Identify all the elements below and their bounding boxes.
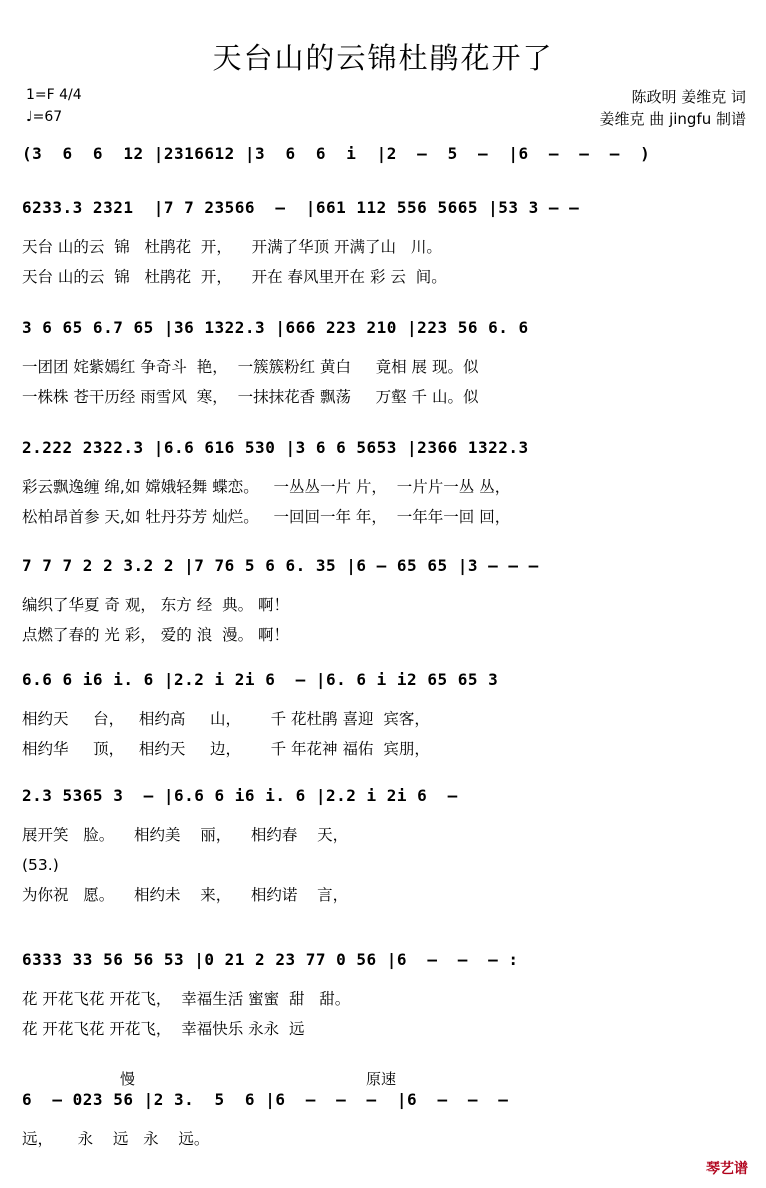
score-system <box>22 670 748 764</box>
score-system <box>22 318 748 412</box>
credits <box>600 86 746 130</box>
lyric-line: 远， 永 远 永 远。 <box>22 1130 210 1148</box>
lyric-line: 松柏昂首参 天,如 牡丹芬芳 灿烂。 一回回一年 年， 一年年一回 回， <box>22 508 511 526</box>
lyric-line: 天台 山的云 锦 杜鹃花 开， 开满了华顶 开满了山 川。 <box>22 238 442 256</box>
slow-mark: 慢 <box>120 1070 136 1088</box>
lyric-line: 花 开花飞花 开花飞， 幸福生活 蜜蜜 甜 甜。 <box>22 990 351 1008</box>
score-system <box>22 144 748 178</box>
lyric-line: 展开笑 脸。 相约美 丽， 相约春 天， <box>22 826 349 844</box>
lyric-line: 彩云飘逸缠 绵,如 嫦娥轻舞 蝶恋。 一丛丛一片 片， 一片片一丛 丛， <box>22 478 511 496</box>
notation-line: 2.222 2322.3 |6.6 616 530 |3 6 6 5653 |2366 1322.3 <box>22 438 539 457</box>
lyric-line: 一团团 姹紫嫣红 争奇斗 艳， 一簇簇粉红 黄白 竟相 展 现。似 <box>22 358 479 376</box>
notation-line: 6 – 023 56 |2 3. 5 6 |6 – – – |6 – – – <box>22 1090 519 1109</box>
lyric-line: 为你祝 愿。 相约未 来， 相约诺 言， <box>22 886 349 904</box>
score-system <box>22 438 748 532</box>
lyric-line: (53.) <box>22 856 59 874</box>
notation-line: 3 6 65 6.7 65 |36 1322.3 |666 223 210 |223 56 6. 6 <box>22 318 539 337</box>
lyric-line: 编织了华夏 奇 观， 东方 经 典。 啊！ <box>22 596 289 614</box>
lyric-line: 相约天 台， 相约高 山， 千 花杜鹃 喜迎 宾客， <box>22 710 430 728</box>
tempo-marking: ♩=67 <box>26 109 63 125</box>
notation-line: 6233.3 2321 |7 7 23566 – |661 112 556 5665 |53 3 – – <box>22 198 590 217</box>
lyric-line: 相约华 顶， 相约天 边， 千 年花神 福佑 宾朋， <box>22 740 430 758</box>
notation-line: 7 7 7 2 2 3.2 2 |7 76 5 6 6. 35 |6 – 65 65 |3 – – – <box>22 556 549 575</box>
lyricist-credit: 陈政明 姜维克 词 <box>631 88 746 106</box>
score-system <box>22 1090 748 1154</box>
composer-credit: 姜维克 曲 jingfu 制谱 <box>599 110 746 128</box>
score-system <box>22 198 748 292</box>
notation-line: 6.6 6 i6 i. 6 |2.2 i 2i 6 – |6. 6 i i2 65 65 3 <box>22 670 509 689</box>
score-system <box>22 950 748 1044</box>
song-title: 天台山的云锦杜鹃花开了 <box>212 41 554 75</box>
tempo-primo-mark: 原速 <box>366 1070 397 1088</box>
key-signature: 1=F 4/4 <box>26 87 82 103</box>
notation-line: 2.3 5365 3 – |6.6 6 i6 i. 6 |2.2 i 2i 6 – <box>22 786 468 805</box>
lyric-line: 一株株 苍干历经 雨雪风 寒， 一抹抹花香 飘荡 万壑 千 山。似 <box>22 388 479 406</box>
lyric-line: 天台 山的云 锦 杜鹃花 开， 开在 春风里开在 彩 云 间。 <box>22 268 447 286</box>
score-system <box>22 786 748 910</box>
lyric-line: 点燃了春的 光 彩， 爱的 浪 漫。 啊！ <box>22 626 289 644</box>
score-system <box>22 556 748 650</box>
notation-line: 6333 33 56 56 53 |0 21 2 23 77 0 56 |6 – – – : <box>22 950 519 969</box>
site-logo: 琴艺谱 <box>706 1161 748 1177</box>
lyric-line: 花 开花飞花 开花飞， 幸福快乐 永永 远 <box>22 1020 305 1038</box>
key-tempo <box>26 84 82 128</box>
notation-line: (3 6 6 12 |2316612 |3 6 6 i |2 – 5 – |6 – – – ) <box>22 144 651 163</box>
